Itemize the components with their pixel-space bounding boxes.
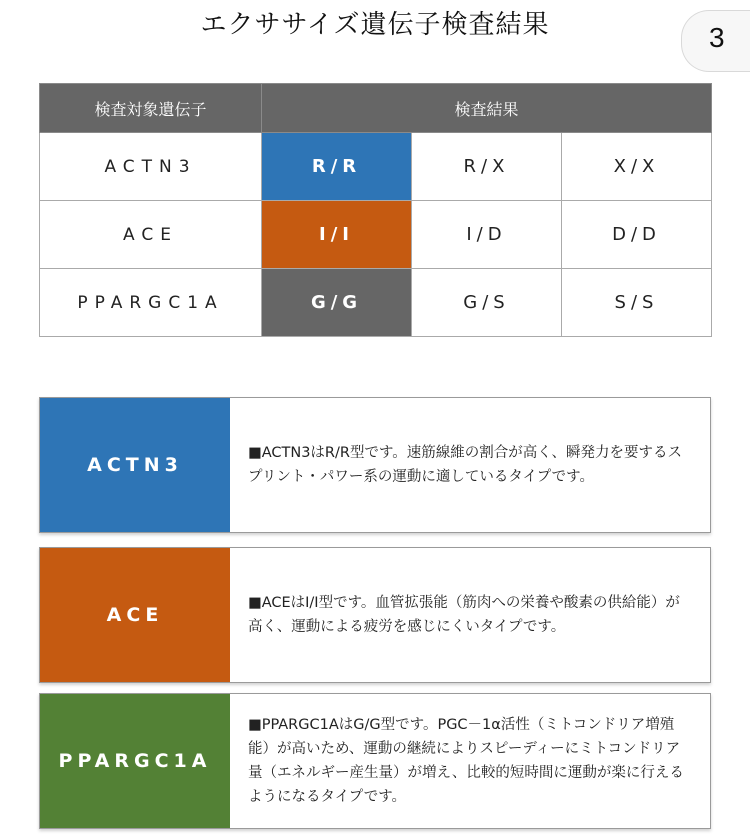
result-actn3-rr: R/R: [262, 133, 412, 201]
detail-card-ppargc1a: [39, 693, 711, 829]
page-title: エクササイズ遺伝子検査結果: [200, 10, 550, 40]
result-actn3-rx: R/X: [412, 133, 562, 201]
page-number: 3: [709, 22, 725, 53]
result-ppargc1a-ss: S/S: [562, 269, 712, 337]
gene-name-ace: ACE: [40, 201, 262, 269]
detail-card-actn3: [39, 397, 711, 533]
result-actn3-xx: X/X: [562, 133, 712, 201]
result-ppargc1a-gs: G/S: [412, 269, 562, 337]
gene-name-ppargc1a: PPARGC1A: [40, 269, 262, 337]
result-ppargc1a-gg: G/G: [262, 269, 412, 337]
result-ace-dd: D/D: [562, 201, 712, 269]
detail-label-actn3: ACTN3: [40, 398, 230, 532]
table-row: [40, 201, 712, 269]
detail-text-ppargc1a: ■PPARGC1AはG/G型です。PGC－1α活性（ミトコンドリア増殖能）が高いため、運動の継続によりスピーディーにミトコンドリア量（エネルギー産生量）が増え、比較的短時間に運動が楽に行えるようになるタイプです。: [248, 717, 684, 805]
header-gene: 検査対象遺伝子: [40, 84, 262, 133]
genotype-table: [39, 83, 712, 337]
detail-card-ace: [39, 547, 711, 683]
detail-label-ppargc1a: PPARGC1A: [40, 694, 230, 828]
result-ace-id: I/D: [412, 201, 562, 269]
result-ace-ii: I/I: [262, 201, 412, 269]
gene-name-actn3: ACTN3: [40, 133, 262, 201]
header-result: 検査結果: [262, 84, 712, 133]
table-row: [40, 269, 712, 337]
detail-label-ace: ACE: [40, 548, 230, 682]
detail-text-actn3: ■ACTN3はR/R型です。速筋線維の割合が高く、瞬発力を要するスプリント・パワー系の運動に適しているタイプです。: [248, 445, 683, 485]
table-row: [40, 133, 712, 201]
table-header-row: [40, 84, 712, 133]
detail-text-ace: ■ACEはI/I型です。血管拡張能（筋肉への栄養や酸素の供給能）が高く、運動による疲労を感じにくいタイプです。: [248, 595, 680, 635]
